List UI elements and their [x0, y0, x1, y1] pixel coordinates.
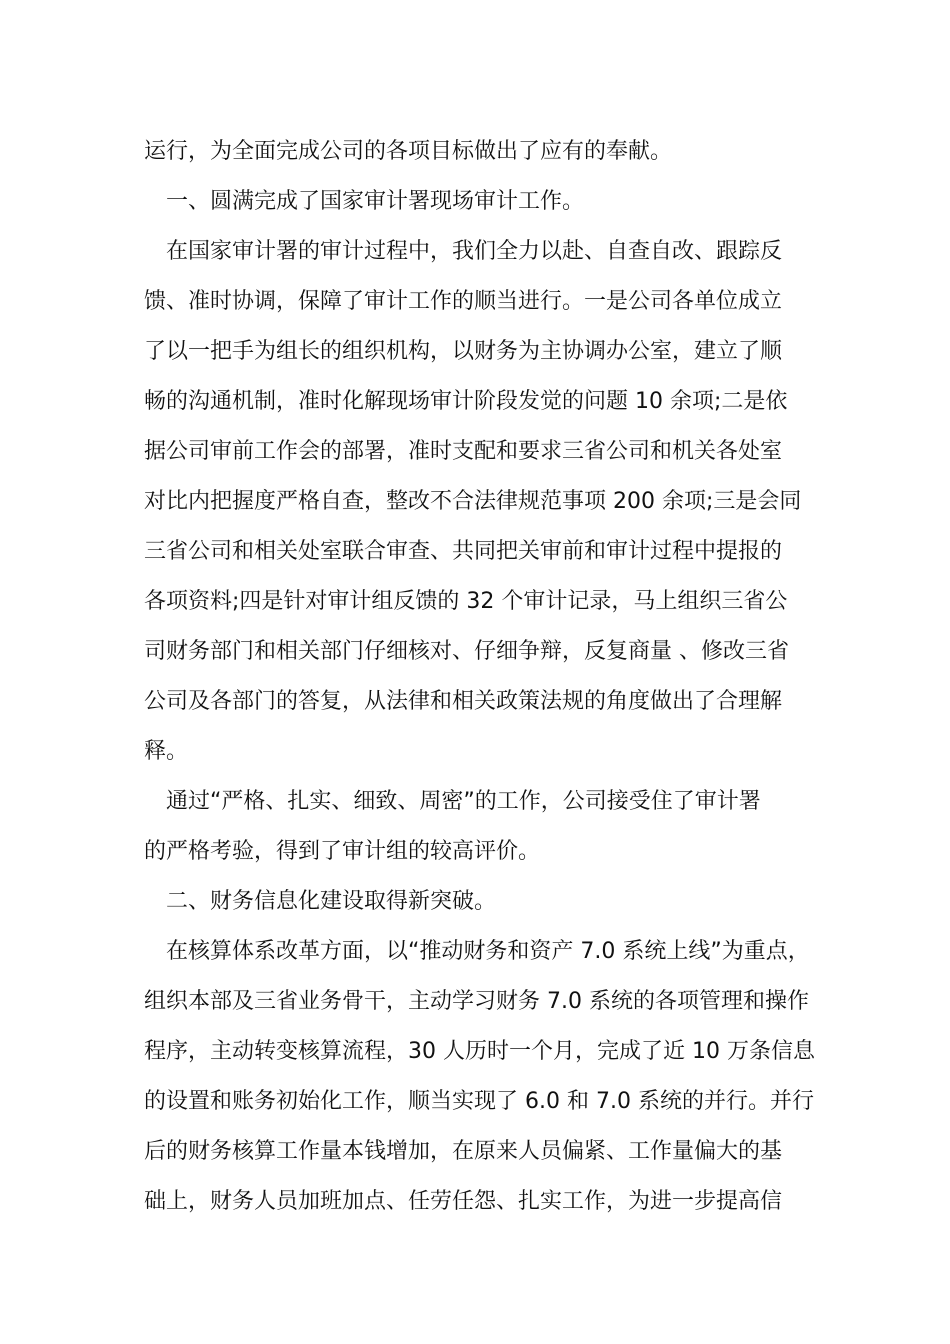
paragraph-line: 运行，为全面完成公司的各项目标做出了应有的奉献。: [144, 139, 673, 164]
paragraph-line: 畅的沟通机制，准时化解现场审计阶段发觉的问题 10 余项;二是依: [144, 389, 788, 414]
paragraph-line: 释。: [144, 739, 189, 764]
paragraph-line: 馈、准时协调，保障了审计工作的顺当进行。一是公司各单位成立: [144, 289, 783, 314]
paragraph-line: 在国家审计署的审计过程中，我们全力以赴、自查自改、跟踪反: [166, 239, 783, 264]
paragraph-line: 对比内把握度严格自查，整改不合法律规范事项 200 余项;三是会同: [144, 489, 802, 514]
section-heading-1: 一、圆满完成了国家审计署现场审计工作。: [166, 189, 585, 214]
paragraph-line: 了以一把手为组长的组织机构，以财务为主协调办公室，建立了顺: [144, 339, 783, 364]
paragraph-line: 础上，财务人员加班加点、任劳任怨、扎实工作，为进一步提高信: [144, 1189, 783, 1214]
paragraph-line: 的严格考验，得到了审计组的较高评价。: [144, 839, 541, 864]
paragraph-line: 在核算体系改革方面，以“推动财务和资产 7.0 系统上线”为重点，: [166, 939, 810, 964]
paragraph-line: 司财务部门和相关部门仔细核对、仔细争辩，反复商量 、修改三省: [144, 639, 789, 664]
section-heading-2: 二、财务信息化建设取得新突破。: [166, 889, 497, 914]
paragraph-line: 后的财务核算工作量本钱增加，在原来人员偏紧、工作量偏大的基: [144, 1139, 783, 1164]
paragraph-line: 程序，主动转变核算流程，30 人历时一个月，完成了近 10 万条信息: [144, 1039, 815, 1064]
paragraph-line: 各项资料;四是针对审计组反馈的 32 个审计记录，马上组织三省公: [144, 589, 788, 614]
paragraph-line: 组织本部及三省业务骨干，主动学习财务 7.0 系统的各项管理和操作: [144, 989, 809, 1014]
paragraph-line: 三省公司和相关处室联合审查、共同把关审前和审计过程中提报的: [144, 539, 783, 564]
paragraph-line: 的设置和账务初始化工作，顺当实现了 6.0 和 7.0 系统的并行。并行: [144, 1089, 814, 1114]
paragraph-line: 公司及各部门的答复，从法律和相关政策法规的角度做出了合理解: [144, 689, 783, 714]
paragraph-line: 通过“严格、扎实、细致、周密”的工作，公司接受住了审计署: [166, 789, 761, 814]
paragraph-line: 据公司审前工作会的部署，准时支配和要求三省公司和机关各处室: [144, 439, 783, 464]
